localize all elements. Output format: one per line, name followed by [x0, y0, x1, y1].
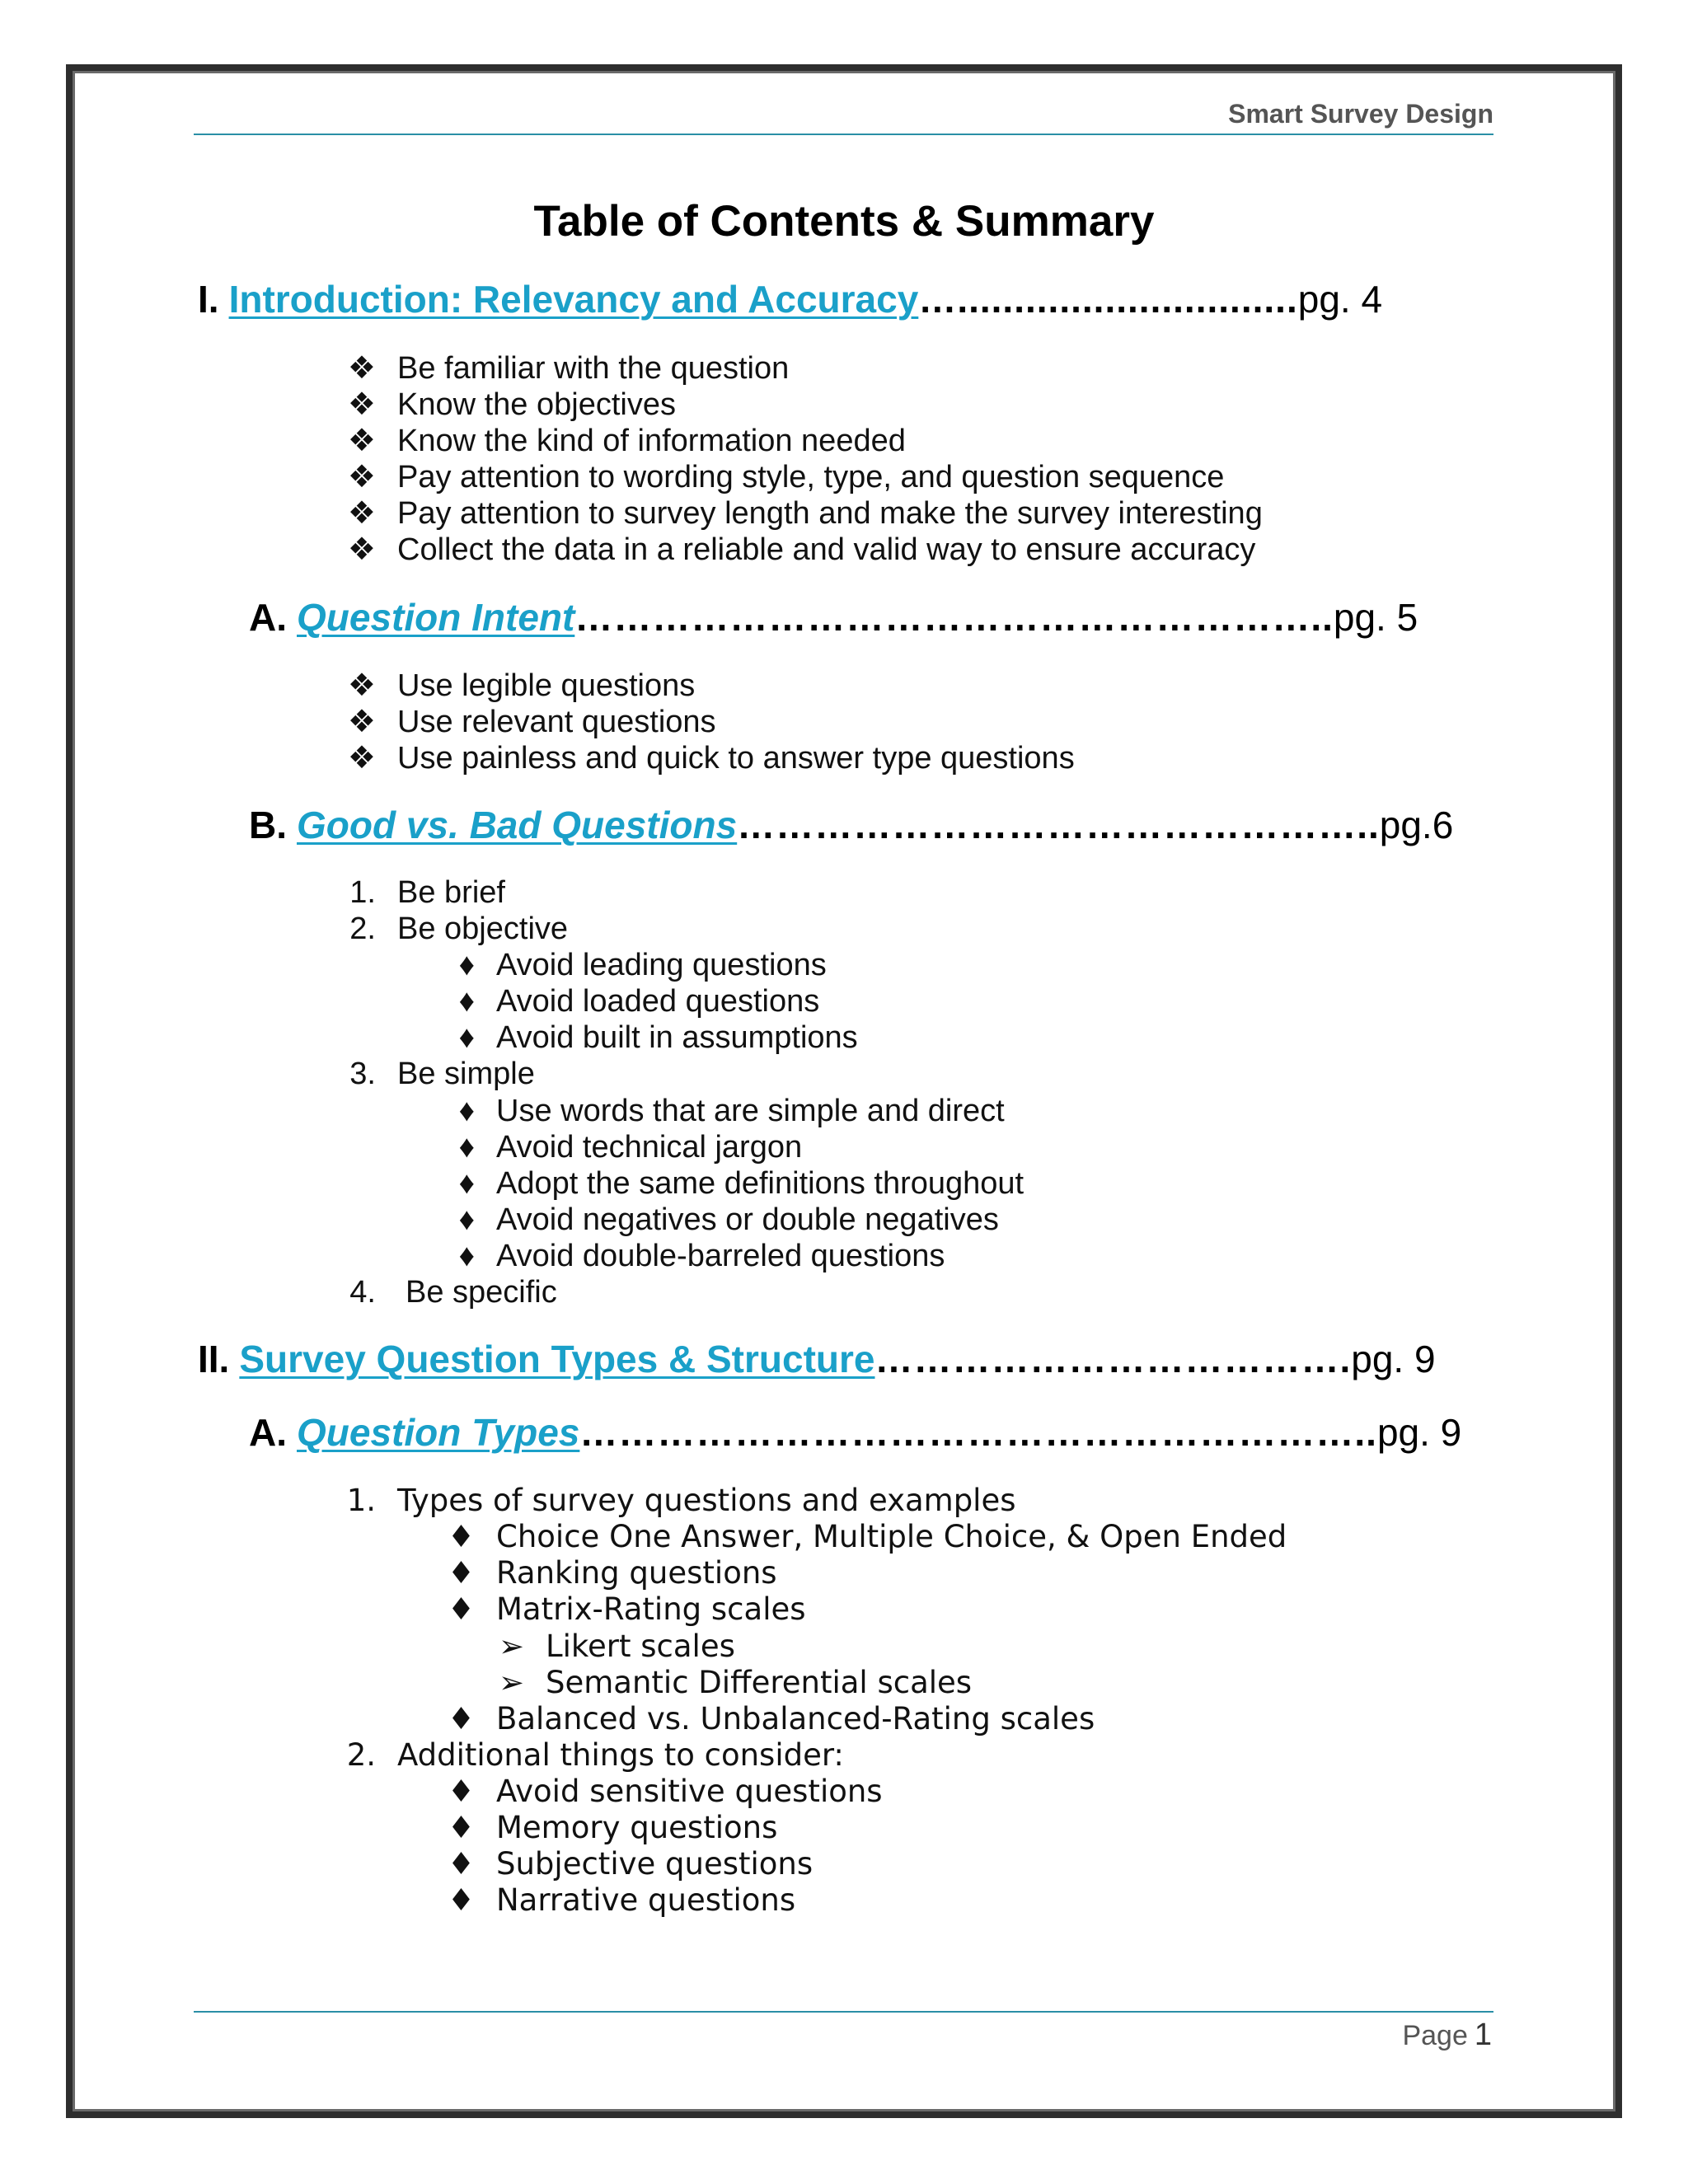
diamond-bullet-icon: ♦ [447, 1774, 475, 1809]
document-title: Table of Contents & Summary [533, 197, 1155, 246]
toc-link-survey-question-types[interactable]: Survey Question Types & Structure [239, 1338, 875, 1380]
toc-entry-survey-question-types [198, 1340, 1436, 1378]
diamond-bullet-icon: ♦ [447, 1555, 475, 1591]
star-bullet-icon: ❖ [347, 532, 376, 567]
toc-entry-question-intent [249, 596, 1418, 639]
diamond-bullet-icon: ♦ [447, 1810, 475, 1845]
diamond-bullet-icon: ♦ [458, 1239, 475, 1273]
toc-link-question-intent[interactable]: Question Intent [297, 596, 575, 639]
star-bullet-icon: ❖ [347, 460, 376, 494]
diamond-bullet-icon: ♦ [458, 1130, 475, 1165]
toc-page: pg.6 [1379, 804, 1454, 846]
toc-link-question-types[interactable]: Question Types [297, 1411, 580, 1454]
diamond-bullet-icon: ♦ [458, 948, 475, 982]
toc-number: A. [249, 1411, 287, 1454]
diamond-bullet-icon: ♦ [458, 1166, 475, 1201]
toc-leader: ….............................. [918, 278, 1298, 321]
star-bullet-icon: ❖ [347, 705, 376, 739]
toc-entry-introduction [198, 278, 1383, 321]
toc-leader: ………………………………………………….. [574, 596, 1334, 639]
toc-number: A. [249, 596, 287, 639]
star-bullet-icon: ❖ [347, 351, 376, 386]
toc-entry-good-vs-bad [249, 806, 1453, 844]
diamond-bullet-icon: ♦ [447, 1519, 475, 1554]
star-bullet-icon: ❖ [347, 387, 376, 422]
star-bullet-icon: ❖ [347, 496, 376, 531]
star-bullet-icon: ❖ [347, 668, 376, 703]
diamond-bullet-icon: ♦ [447, 1701, 475, 1736]
toc-number: I. [198, 278, 219, 321]
page-label: Page [1402, 2020, 1468, 2051]
toc-link-introduction[interactable]: Introduction: Relevancy and Accuracy [228, 278, 919, 321]
page-number [1402, 2018, 1492, 2053]
toc-leader: ………………………………………….. [737, 804, 1380, 846]
page-number-value: 1 [1474, 2018, 1492, 2052]
header-rule [194, 134, 1493, 135]
toc-number: II. [198, 1338, 230, 1380]
diamond-bullet-icon: ♦ [447, 1591, 475, 1627]
toc-leader: …………………………………………………….. [579, 1411, 1377, 1454]
toc-page: pg. 5 [1333, 596, 1418, 639]
diamond-bullet-icon: ♦ [458, 1094, 475, 1128]
diamond-bullet-icon: ♦ [447, 1846, 475, 1882]
diamond-bullet-icon: ♦ [458, 984, 475, 1019]
toc-page: pg. 9 [1376, 1411, 1462, 1454]
arrow-bullet-icon: ➢ [498, 1629, 524, 1664]
page-border [66, 64, 1622, 2118]
arrow-bullet-icon: ➢ [498, 1665, 524, 1700]
diamond-bullet-icon: ♦ [458, 1020, 475, 1055]
toc-leader: ………………………………. [874, 1338, 1352, 1380]
toc-entry-question-types [249, 1411, 1462, 1454]
footer-rule [194, 2011, 1493, 2013]
diamond-bullet-icon: ♦ [447, 1882, 475, 1918]
toc-page: pg. 4 [1297, 278, 1383, 321]
toc-link-good-vs-bad[interactable]: Good vs. Bad Questions [297, 804, 738, 846]
star-bullet-icon: ❖ [347, 424, 376, 458]
star-bullet-icon: ❖ [347, 741, 376, 776]
running-header: Smart Survey Design [1228, 99, 1493, 129]
toc-number: B. [249, 804, 287, 846]
diamond-bullet-icon: ♦ [458, 1202, 475, 1237]
toc-page: pg. 9 [1351, 1338, 1436, 1380]
